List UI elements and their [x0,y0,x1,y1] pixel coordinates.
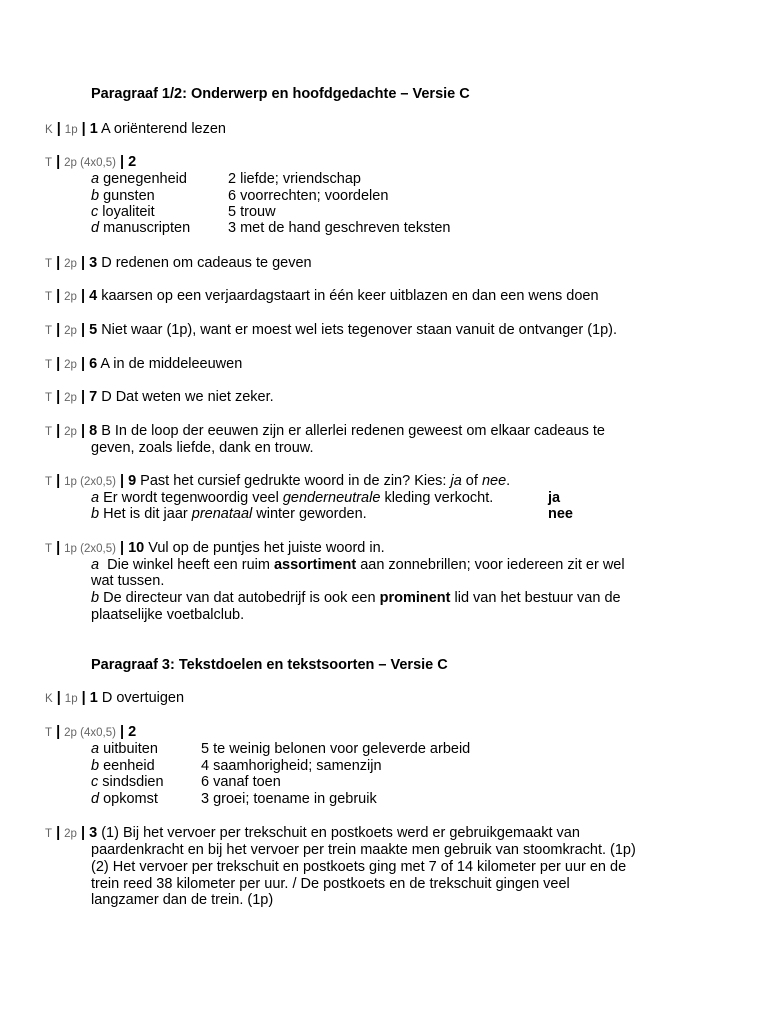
answer-row: K | 1p | 1 A oriënterend lezen [45,121,226,137]
answer-row: T | 2p | 4 kaarsen op een verjaardagstaart in één keer uitblazen en dan een wens doen [45,288,599,304]
answer-row: T | 2p | 5 Niet waar (1p), want er moest wel iets tegenover staan vanuit de ontvanger (1p). [45,322,618,338]
sub-question-continuation: plaatselijke voetbalclub. [91,607,245,623]
answer-row: T | 2p | 3 (1) Bij het vervoer per trekschuit en postkoets werd er gebruikgemaakt van [45,825,580,841]
pair-row: c loyaliteit [91,204,155,220]
answer-continuation: geven, zoals liefde, dank en trouw. [91,440,314,456]
answer-row: T | 2p | 8 B In de loop der eeuwen zijn er allerlei redenen geweest om elkaar cadeaus te [45,423,605,439]
pair-row: d manuscripten [91,220,191,236]
section-title: Paragraaf 1/2: Onderwerp en hoofdgedachte – Versie C [91,86,470,102]
answer-continuation: paardenkracht en bij het vervoer per trein maakte men gebruik van stoomkracht. (1p) [91,842,636,858]
sub-question-b: b Het is dit jaar prenataal winter geworden. [91,506,367,522]
pair-answer: 5 te weinig belonen voor geleverde arbeid [201,741,471,757]
answer-row: T | 2p (4x0,5) | 2 [45,154,137,170]
pair-answer: 6 voorrechten; voordelen [228,188,389,204]
section-title: Paragraaf 3: Tekstdoelen en tekstsoorten – Versie C [91,657,448,673]
pair-answer: 5 trouw [228,204,276,220]
pair-row: d opkomst [91,791,158,807]
pair-answer: 3 met de hand geschreven teksten [228,220,451,236]
pair-row: b eenheid [91,758,155,774]
answer-continuation: langzamer dan de trein. (1p) [91,892,274,908]
answer-row: T | 2p (4x0,5) | 2 [45,724,137,740]
answer-continuation: (2) Het vervoer per trekschuit en postkoets ging met 7 of 14 kilometer per uur en de [91,859,627,875]
answer-row: T | 2p | 3 D redenen om cadeaus te geven [45,255,312,271]
sub-question-continuation: wat tussen. [91,573,165,589]
answer-continuation: trein reed 38 kilometer per uur. / De postkoets en de trekschuit gingen veel [91,876,570,892]
answer-row: T | 2p | 7 D Dat weten we niet zeker. [45,389,274,405]
answer-row: T | 2p | 6 A in de middeleeuwen [45,356,243,372]
answer-row: K | 1p | 1 D overtuigen [45,690,185,706]
pair-answer: 4 saamhorigheid; samenzijn [201,758,382,774]
answer-row: T | 1p (2x0,5) | 9 Past het cursief gedrukte woord in de zin? Kies: ja of nee. [45,473,511,489]
pair-answer: 2 liefde; vriendschap [228,171,361,187]
pair-answer: 3 groei; toename in gebruik [201,791,377,807]
answer-row: T | 1p (2x0,5) | 10 Vul op de puntjes het juiste woord in. [45,540,385,556]
sub-answer-b: nee [548,506,573,522]
sub-answer-a: ja [548,490,561,506]
sub-question-b: b De directeur van dat autobedrijf is ook een prominent lid van het bestuur van de [91,590,621,606]
pair-row: a uitbuiten [91,741,158,757]
pair-row: b gunsten [91,188,155,204]
pair-answer: 6 vanaf toen [201,774,281,790]
pair-row: c sindsdien [91,774,164,790]
pair-row: a genegenheid [91,171,187,187]
sub-question-a: a Die winkel heeft een ruim assortiment aan zonnebrillen; voor iedereen zit er wel [91,557,625,573]
sub-question-a: a Er wordt tegenwoordig veel genderneutrale kleding verkocht. [91,490,494,506]
